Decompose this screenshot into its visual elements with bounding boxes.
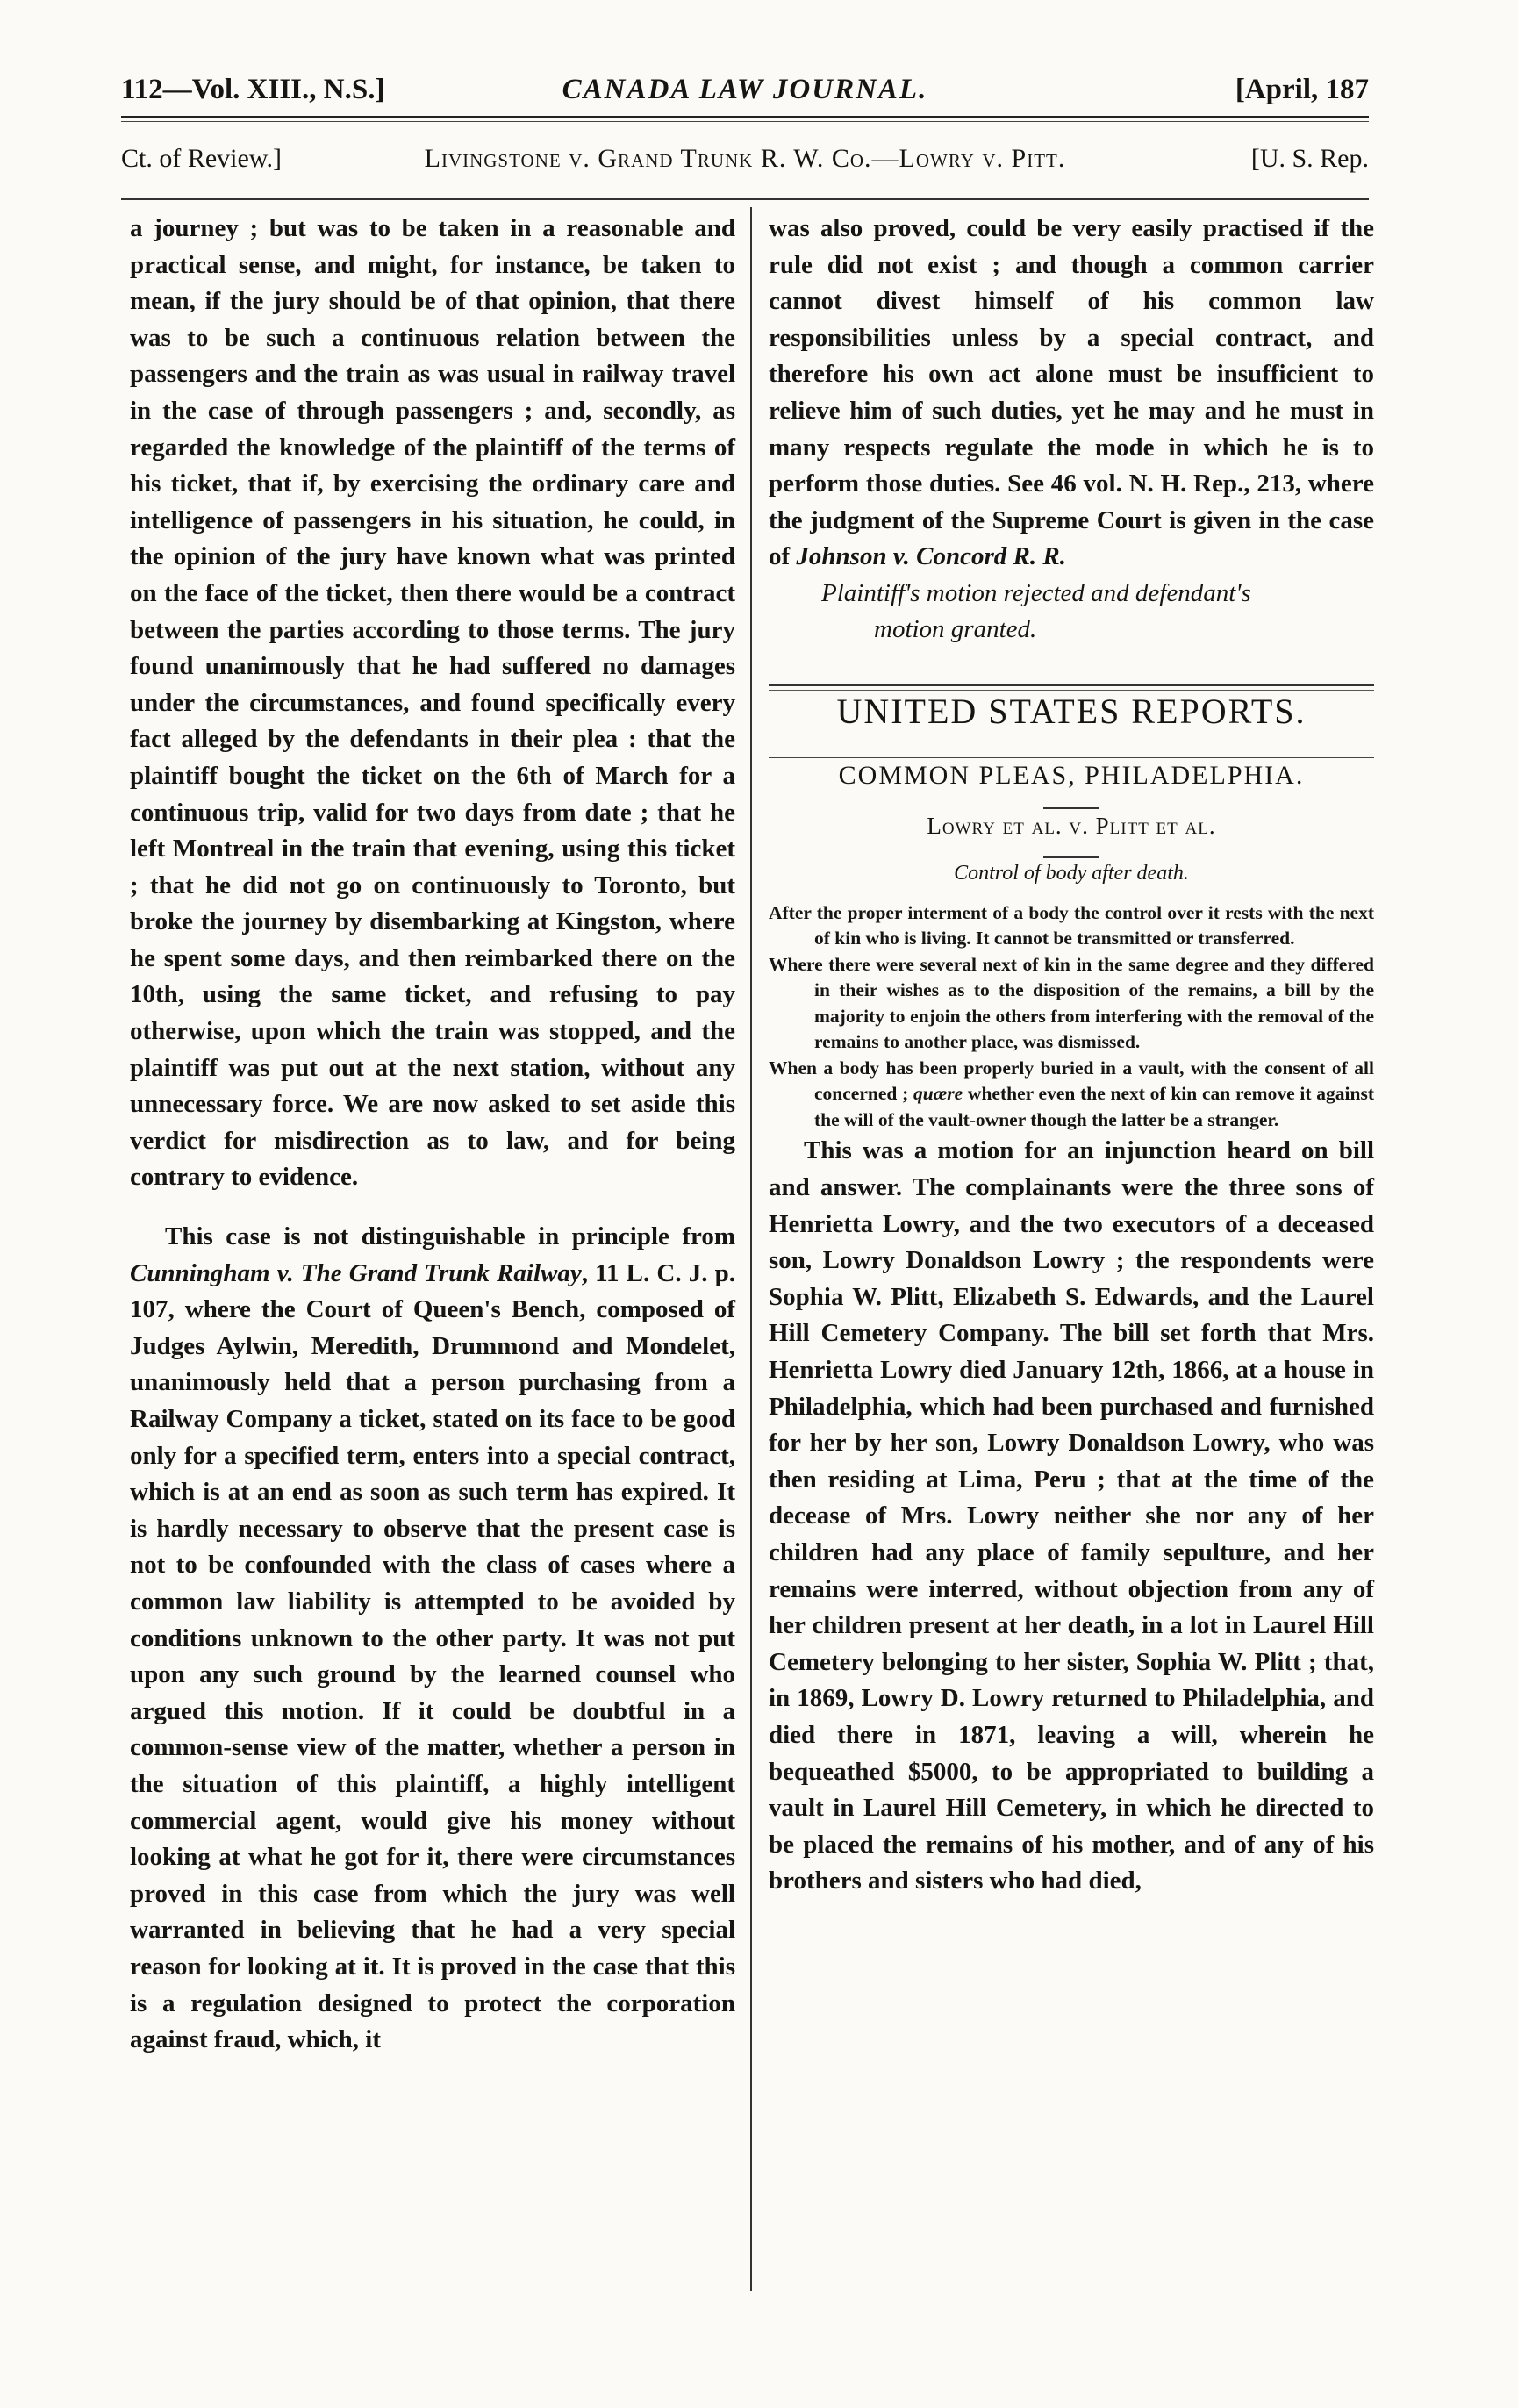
headnote-1: After the proper interment of a body the control over it rests with the next of kin who is living. It cannot be transmitted or transferred. — [769, 901, 1374, 950]
headnote-3-quaere: quære — [913, 1083, 963, 1105]
left-paragraph-1: a journey ; but was to be taken in a reasonable and practical sense, and might, for instance, be taken to mean, if the jury should be of that opinion, that there was to be such a continuous relation between the passengers and the train as was usual in railway travel in the case of through passengers ; and, secondly, as regarded the knowledge of the plaintiff of the terms of his ticket, that if, by exercising the ordinary care and intelligence of passengers in his situation, he could, in the opinion of the jury have known what was printed on the face of the ticket, then there would be a contract between the parties according to those terms. The jury found unanimously that he had suffered no damages under the circumstances, and found specifically every fact alleged by the defendants in their plea : that the plaintiff bought the ticket on the 6th of March for a continuous trip, valid for two days from date ; that he left Montreal in the train that evening, using this ticket ; that he did not go on continuously to Toronto, but broke the journey by disembarking at Kingston, where he spent some days, and then reimbarked there on the 10th, using the same ticket, and refusing to pay otherwise, upon which the train was stopped, and the plaintiff was put out at the next station, without any unnecessary force. We are now asked to set aside this verdict for misdirection as to law, and for being contrary to evidence. — [130, 214, 735, 1192]
court-heading: COMMON PLEAS, PHILADELPHIA. — [838, 760, 1305, 790]
section-rule — [769, 684, 1374, 686]
ruling-line-1: Plaintiff's motion rejected and defendant's — [821, 578, 1251, 607]
subheader-rule — [121, 198, 1369, 200]
running-head — [121, 68, 1369, 111]
ruling-line-2: motion granted. — [874, 614, 1037, 643]
header-rule-thin — [121, 121, 1369, 122]
court-label: Ct. of Review.] — [121, 144, 283, 173]
right-paragraph-1 — [769, 211, 1374, 576]
journal-title: CANADA LAW JOURNAL. — [562, 74, 928, 105]
headnote-3-start: When a body has been properly buried in a vault, with the consent of all concerned ; — [769, 1057, 1374, 1105]
case-title: Lowry et al. v. Plitt et al. — [927, 812, 1216, 839]
paragraph-gap — [130, 1196, 735, 1219]
header-rule — [121, 116, 1369, 118]
headnotes — [769, 900, 1374, 1134]
left-paragraph-2-start: This case is not distinguishable in principle from — [165, 1222, 735, 1251]
issue-date: [April, 187 — [1235, 74, 1369, 105]
left-paragraph-2-rest: , 11 L. C. J. p. 107, where the Court of Queen's Bench, composed of Judges Aylwin, Meredith, Drummond and Mondelet, unanimously held that a person purchasing from a Railway Company a ticket, stated on its face to be good only for a specified term, enters into a special contract, which is at an end as soon as such term has expired. It is hardly necessary to observe that the present case is not to be confounded with the class of cases where a common law liability is attempted to be avoided by conditions unknown to the other party. It was not put upon any such ground by the learned counsel who argued this motion. If it could be doubtful in a common-sense view of the matter, whether a person in the situation of this plaintiff, a highly intelligent commercial agent, would give his money without looking at what he got for it, there were circumstances proved in this case from which the jury was well warranted in believing that he had a very special reason for looking at it. It is proved in the case that this is a regulation designed to protect the corporation against fraud, which, it — [130, 1258, 735, 2054]
case-subject: Control of body after death. — [954, 861, 1189, 885]
cited-case: Cunningham v. The Grand Trunk Railway — [130, 1258, 582, 1287]
column-divider — [750, 207, 752, 2291]
report-label: [U. S. Rep. — [1250, 144, 1369, 173]
headnote-2: Where there were several next of kin in the same degree and they differed in their wishes as to the disposition of the remains, a bill by the majority to enjoin the others from interfering with the removal of the remains to another place, was dismissed. — [769, 953, 1374, 1053]
right-paragraph-1-text: was also proved, could be very easily practised if the rule did not exist ; and though a common carrier cannot divest himself of his common law responsibilities unless by a special contract, and therefore his own act alone must be insufficient to relieve him of such duties, yet he may and he must in many respects regulate the mode in which he is to perform those duties. See 46 vol. N. H. Rep., 213, where the judgment of the Supreme Court is given in the case of — [769, 214, 1374, 571]
case-names: Livingstone v. Grand Trunk R. W. Co.—Lowry v. Pitt. — [424, 144, 1066, 173]
left-column — [130, 211, 735, 2059]
left-paragraph-2 — [130, 1219, 735, 2059]
right-column — [769, 211, 1374, 1900]
section-title: UNITED STATES REPORTS. — [836, 691, 1307, 731]
page-volume: 112—Vol. XIII., N.S.] — [121, 74, 385, 105]
cited-case-johnson: Johnson v. Concord R. R. — [796, 542, 1066, 571]
headnote-3-rest: whether even the next of kin can remove it against the will of the vault-owner though the latter be a stranger. — [814, 1083, 1374, 1130]
case-body: This was a motion for an injunction heard on bill and answer. The complainants were the three sons of Henrietta Lowry, and the two executors of a deceased son, Lowry Donaldson Lowry ; the respondents were Sophia W. Plitt, Elizabeth S. Edwards, and the Laurel Hill Cemetery Company. The bill set forth that Mrs. Henrietta Lowry died January 12th, 1866, at a house in Philadelphia, which had been purchased and furnished for her by her son, Lowry Donaldson Lowry, who was then residing at Lima, Peru ; that at the time of the decease of Mrs. Lowry neither she nor any of her children had any place of family sepulture, and her remains were interred, without objection from any of her children present at her death, in a lot in Laurel Hill Cemetery belonging to her sister, Sophia W. Plitt ; that, in 1869, Lowry D. Lowry returned to Philadelphia, and died there in 1871, leaving a will, wherein he bequeathed $5000, to be appropriated to building a vault in Laurel Hill Cemetery, in which he directed to be placed the remains of his mother, and of any of his brothers and sisters who had died, — [769, 1136, 1374, 1896]
headnote-3 — [769, 1056, 1374, 1134]
case-subheader — [121, 139, 1369, 179]
